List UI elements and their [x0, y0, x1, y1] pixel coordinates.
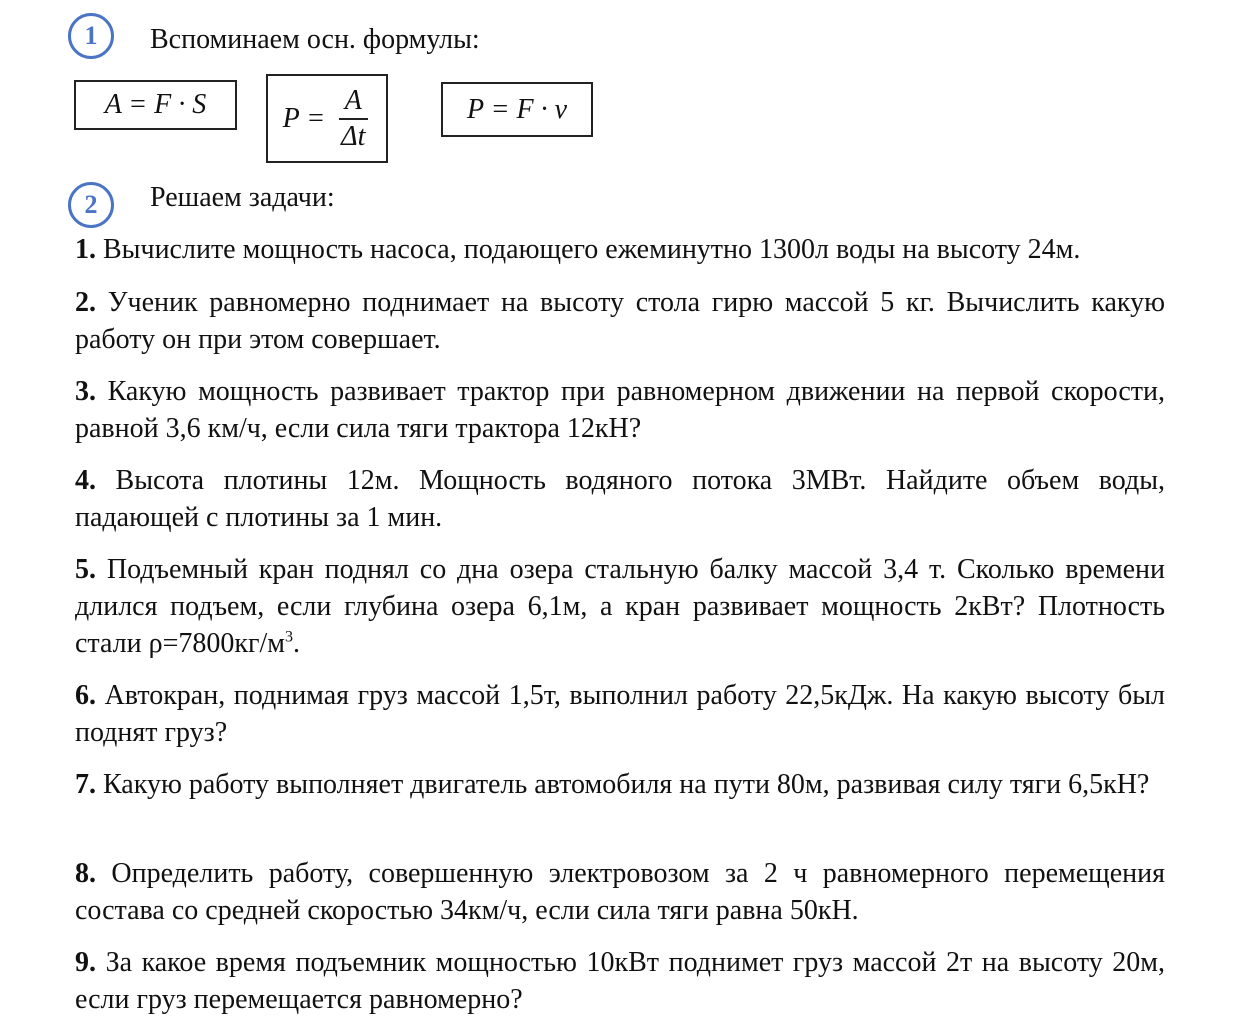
- section-1-title: Вспоминаем осн. формулы:: [150, 24, 480, 55]
- problem-5: [75, 551, 1165, 662]
- problem-text: Ученик равномерно поднимает на высоту стола гирю массой 5 кг. Вычислить какую работу он при этом совершает.: [75, 287, 1166, 355]
- problem-number: 8.: [75, 858, 96, 889]
- problem-text: Автокран, поднимая груз массой 1,5т, выполнил работу 22,5кДж. На какую высоту был поднят груз?: [75, 680, 1166, 748]
- problem-number: 5.: [75, 554, 96, 585]
- formula-power-denominator: Δt: [341, 120, 366, 152]
- problem-text: Определить работу, совершенную электровозом за 2 ч равномерного перемещения состава со средней скоростью 34км/ч, если сила тяги равна 50кН.: [75, 858, 1166, 926]
- problem-2: [75, 284, 1165, 358]
- problem-text-tail: .: [293, 628, 300, 659]
- problem-number: 9.: [75, 947, 96, 978]
- formula-power-numerator: A: [339, 86, 368, 119]
- problem-text: Подъемный кран поднял со дна озера стальную балку массой 3,4 т. Сколько времени длился подъем, если глубина озера 6,1м, а кран развивает мощность 2кВт? Плотность стали ρ=7800кг/м: [75, 554, 1165, 659]
- formula-power-box: [266, 74, 388, 163]
- formula-power-fraction: [335, 86, 371, 151]
- problem-number: 2.: [75, 287, 96, 318]
- problem-number: 7.: [75, 769, 96, 800]
- step-2-badge: 2: [68, 182, 114, 228]
- problem-7: [75, 766, 1165, 803]
- problem-1: [75, 231, 1165, 268]
- problem-8: [75, 855, 1165, 929]
- formula-power-speed-box: [441, 82, 593, 137]
- problem-4: [75, 462, 1165, 536]
- problem-9: [75, 944, 1165, 1018]
- step-1-badge: 1: [68, 13, 114, 59]
- problem-number: 6.: [75, 680, 96, 711]
- formula-work: A = F · S: [104, 89, 207, 120]
- problem-text: Вычислите мощность насоса, подающего ежеминутно 1300л воды на высоту 24м.: [103, 234, 1081, 265]
- problem-number: 4.: [75, 465, 96, 496]
- section-2-title: Решаем задачи:: [150, 182, 335, 213]
- problem-text: Какую работу выполняет двигатель автомобиля на пути 80м, развивая силу тяги 6,5кН?: [103, 769, 1150, 800]
- formula-power-left: P =: [282, 102, 326, 134]
- problem-number: 1.: [75, 234, 96, 265]
- formula-work-box: [74, 80, 237, 130]
- problem-text: Какую мощность развивает трактор при равномерном движении на первой скорости, равной 3,6 км/ч, если сила тяги трактора 12кН?: [75, 376, 1166, 444]
- problem-6: [75, 677, 1165, 751]
- superscript: 3: [285, 628, 293, 646]
- problem-text: Высота плотины 12м. Мощность водяного потока 3МВт. Найдите объем воды, падающей с плотины за 1 мин.: [75, 465, 1166, 533]
- formula-power-speed: P = F · v: [466, 93, 568, 125]
- problem-text: За какое время подъемник мощностью 10кВт поднимет груз массой 2т на высоту 20м, если груз перемещается равномерно?: [75, 947, 1166, 1015]
- problem-3: [75, 373, 1165, 447]
- problem-number: 3.: [75, 376, 96, 407]
